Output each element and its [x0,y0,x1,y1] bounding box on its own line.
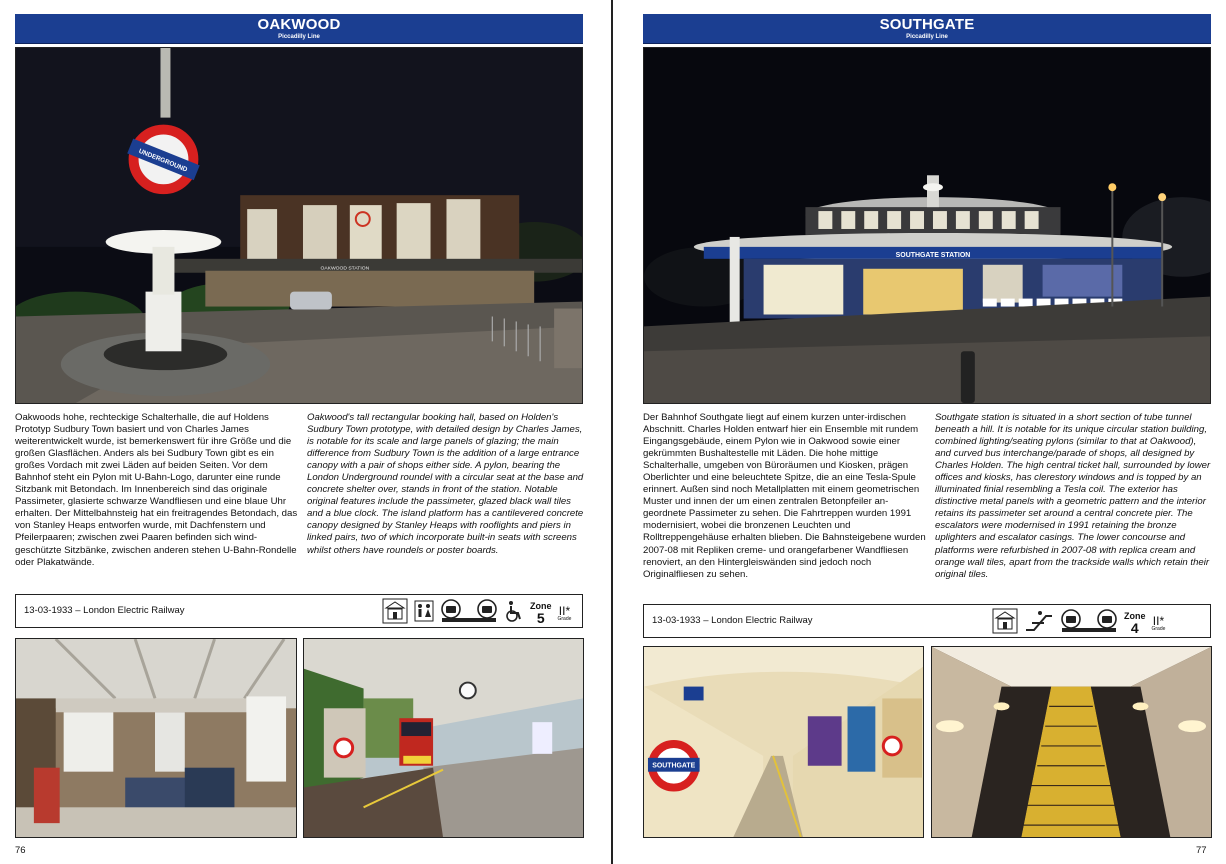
station-building-icon [382,598,408,629]
southgate-exterior-photo [643,47,1211,404]
platform-roundel-text: SOUTHGATE [652,762,696,770]
grade-label: Grade [1151,626,1166,632]
roundel-text: UNDERGROUND [137,147,189,174]
grade-value: II* [558,604,571,618]
opening-date: 13-03-1933 – London Electric Railway [652,615,813,626]
platform-interchange-icon [440,598,498,629]
canopy-sign: OAKWOOD STATION [320,266,370,272]
wheelchair-icon [504,598,524,629]
grade-value: II* [1152,614,1165,628]
line-name: Piccadilly Line [906,34,948,40]
southgate-platform-photo [643,646,924,838]
station-building-icon [992,608,1018,639]
station-title: OAKWOOD [257,16,341,33]
oakwood-platform-photo [303,638,584,838]
station-sign: SOUTHGATE STATION [895,251,971,259]
facility-icons [992,608,1165,639]
page-number: 77 [1196,845,1207,856]
grade-label: Grade [557,616,572,622]
southgate-escalator-photo [931,646,1212,838]
opening-date: 13-03-1933 – London Electric Railway [24,605,185,616]
station-banner [15,14,583,44]
station-title: SOUTHGATE [879,16,975,33]
zone-number: 5 [536,610,545,626]
zone-number: 4 [1130,620,1139,636]
toilets-icon [414,598,434,629]
info-bar [15,594,583,628]
station-banner [643,14,1211,44]
page-left [0,0,610,864]
text-german: Der Bahnhof Southgate liegt auf einem kurzen unter-irdischen Abschnitt. Charles Holden entwarf hier ein Ensemble mit rundem Eingangsgebäude, einem Pylon wie in Oakwood sowie einer gekrümmten Bushaltestelle mit Läden. Die hohe mittige Schalterhalle, umgeben von Büroräumen und Kiosken, prägen Oberlichter und eine beleuchtete Spitze, die an eine Tesla-Spule erinnert. Außen sind noch Metallplatten mit einem geometrischen Muster und innen der um einen zentralen Betonpfeiler an-geordnete Passimeter zu sehen. Die Fahrtreppen wurden 1991 modernisiert, wobei die bronzenen Leuchten und Rolltreppengehäuse erhalten blieben. Die Bahnsteigebene wurden 2007-08 mit Repliken creme- und orangefarbener Wandfliesen renoviert, an den Hintergleiswänden sind jedoch noch Originalfliesen zu sehen. [643,412,926,580]
grade-indicator [1152,615,1166,632]
zone-indicator [1124,612,1146,635]
zone-label: Zone [530,601,552,611]
oakwood-exterior-photo [15,47,583,404]
escalator-icon [1024,608,1054,639]
page-right [616,0,1226,864]
text-german: Oakwoods hohe, rechteckige Schalterhalle, die auf Holdens Prototyp Sudbury Town basiert und von Charles James weiterentwickelt wurde, ist bemerkenswert für ihre Größe und die großen Glasflächen. Anders als bei Sudbury Town gibt es ein großes Vordach mit zwei Läden auf beiden Seiten. Vor dem Bahnhof steht ein Pylon mit U-Bahn-Logo, darunter eine runde Sitzbank mit Betondach. Im Innenbereich sind das originale Passimeter, glasierte schwarze Wandfliesen und eine blaue Uhr erhalten. Der Mittelbahnsteig hat ein freitragendes Betondach, das von Stanley Heaps entworfen wurde, mit Dachfenstern und Pfeilerpaaren; zwischen zwei Paaren befinden sich wind-geschützte Sitzbänke, zwischen anderen stehen U-Bahn-Rondelle oder Plakatwände. [15,412,298,568]
page-divider [611,0,613,864]
line-name: Piccadilly Line [278,34,320,40]
page-number: 76 [15,845,26,856]
info-bar [643,604,1211,638]
platform-interchange-icon [1060,608,1118,639]
oakwood-booking-hall-photo [15,638,297,838]
grade-indicator [558,605,572,622]
text-english: Southgate station is situated in a short section of tube tunnel beneath a hill. It is notable for its unique circular station building, combined lighting/seating pylons (similar to that at Oakwood), and curved bus interchange/parade of shops, all designed by Charles Holden. The high central ticket hall, surrounded by lower offices and kiosks, has clerestory windows and is topped by an illuminated finial resembling a Tesla coil. The exterior has distinctive metal panels with a geometric pattern and the interior retains its passimeter set around a central concrete pier. The escalators were modernised in 1991 retaining the bronze uplighters and escalator casings. The lower concourse and platforms were refurbished in 2007-08 with replica cream and orange wall tiles, apart from the trackside walls which retain their original tiles. [935,412,1211,580]
facility-icons [382,598,571,629]
text-english: Oakwood's tall rectangular booking hall, based on Holden's Sudbury Town prototype, with detailed design by Charles James, is notable for its scale and large panels of glazing; the main difference from Sudbury Town is the addition of a large entrance canopy with a pair of shops either side. A pylon, bearing the London Underground roundel with a circular seat at the base and concrete shelter over, stands in front of the station. Notable original features include the passimeter, glazed black wall tiles and a blue clock. The island platform has a cantilevered concrete canopy designed by Stanley Heaps with rooflights and piers in linked pairs, two of which incorporate built-in seats with screens whilst others have roundels or poster boards. [307,412,584,556]
zone-indicator [530,602,552,625]
zone-label: Zone [1124,611,1146,621]
